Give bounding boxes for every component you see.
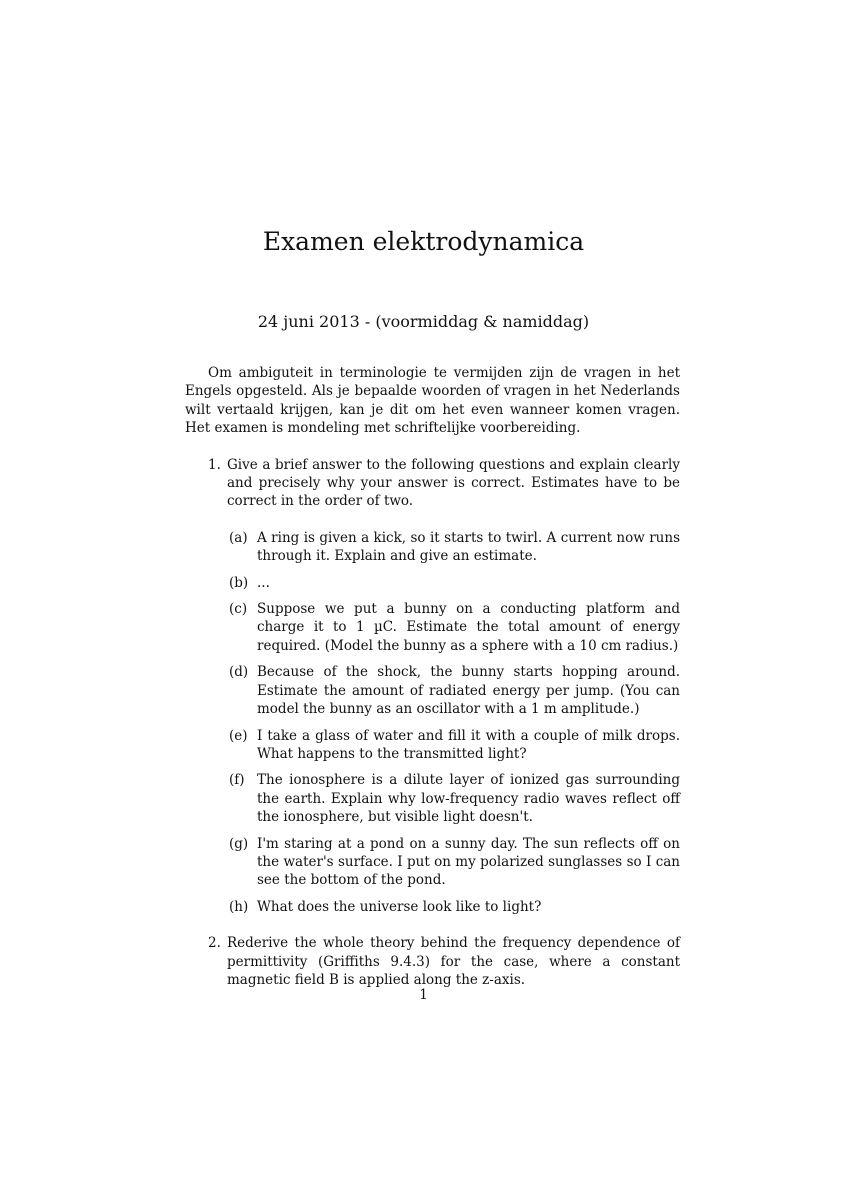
question-list (185, 456, 680, 990)
question-2 (185, 934, 680, 989)
subquestion-text: The ionosphere is a dilute layer of ionized gas surrounding the earth. Explain why low-frequency radio waves reflect off the ionosphere, but visible light doesn't. (257, 772, 680, 826)
subquestion-label: (g) (229, 835, 249, 852)
subquestion-h (227, 898, 680, 916)
subquestion-text: I'm staring at a pond on a sunny day. The sun reflects off on the water's surface. I put on my polarized sunglasses so I can see the bottom of the pond. (257, 835, 680, 889)
question-1 (185, 456, 680, 917)
subquestion-text: I take a glass of water and fill it with a couple of milk drops. What happens to the transmitted light? (257, 727, 680, 762)
subquestion-f (227, 771, 680, 826)
subquestion-label: (a) (229, 529, 248, 546)
subquestion-label: (b) (229, 574, 249, 591)
subquestion-text: ... (257, 574, 270, 591)
document-title: Examen elektrodynamica (262, 227, 585, 256)
question-number: 1. (208, 456, 221, 473)
subquestion-g (227, 835, 680, 890)
subquestion-text: Suppose we put a bunny on a conducting platform and charge it to 1 µC. Estimate the total amount of energy required. (Model the bunny as a sphere with a 10 cm radius.) (257, 601, 680, 654)
subquestion-b (227, 574, 680, 592)
intro-paragraph: Om ambiguteit in terminologie te vermijden zijn de vragen in het Engels opgesteld. Als je bepaalde woorden of vragen in het Nederlands wilt vertaald krijgen, kan je dit om het even wanneer komen vragen. Het examen is mondeling met schriftelijke voorbereiding. (185, 365, 680, 437)
question-number: 2. (208, 935, 221, 952)
document-body (185, 364, 680, 989)
subquestion-c (227, 600, 680, 655)
subquestion-label: (h) (229, 898, 249, 915)
question-text: Rederive the whole theory behind the frequency dependence of permittivity (Griffiths 9.4.3) for the case, where a constant magnetic field B is applied along the z-axis. (227, 935, 680, 988)
subquestion-text: Because of the shock, the bunny starts hopping around. Estimate the amount of radiated energy per jump. (You can model the bunny as an oscillator with a 1 m amplitude.) (257, 664, 680, 718)
subquestion-label: (f) (229, 772, 245, 789)
page-number: 1 (419, 987, 428, 1003)
document-subtitle: 24 juni 2013 - (voormiddag & namiddag) (257, 312, 590, 331)
subquestion-list (227, 529, 680, 916)
subquestion-d (227, 663, 680, 718)
subquestion-text: A ring is given a kick, so it starts to twirl. A current now runs through it. Explain and give an estimate. (257, 529, 680, 565)
subquestion-e (227, 727, 680, 764)
subquestion-label: (e) (229, 727, 248, 744)
subquestion-a (227, 529, 680, 566)
subquestion-label: (d) (229, 664, 249, 681)
subquestion-label: (c) (229, 601, 248, 618)
question-text: Give a brief answer to the following questions and explain clearly and precisely why your answer is correct. Estimates have to be correct in the order of two. (227, 456, 680, 510)
subquestion-text: What does the universe look like to light? (257, 898, 542, 915)
